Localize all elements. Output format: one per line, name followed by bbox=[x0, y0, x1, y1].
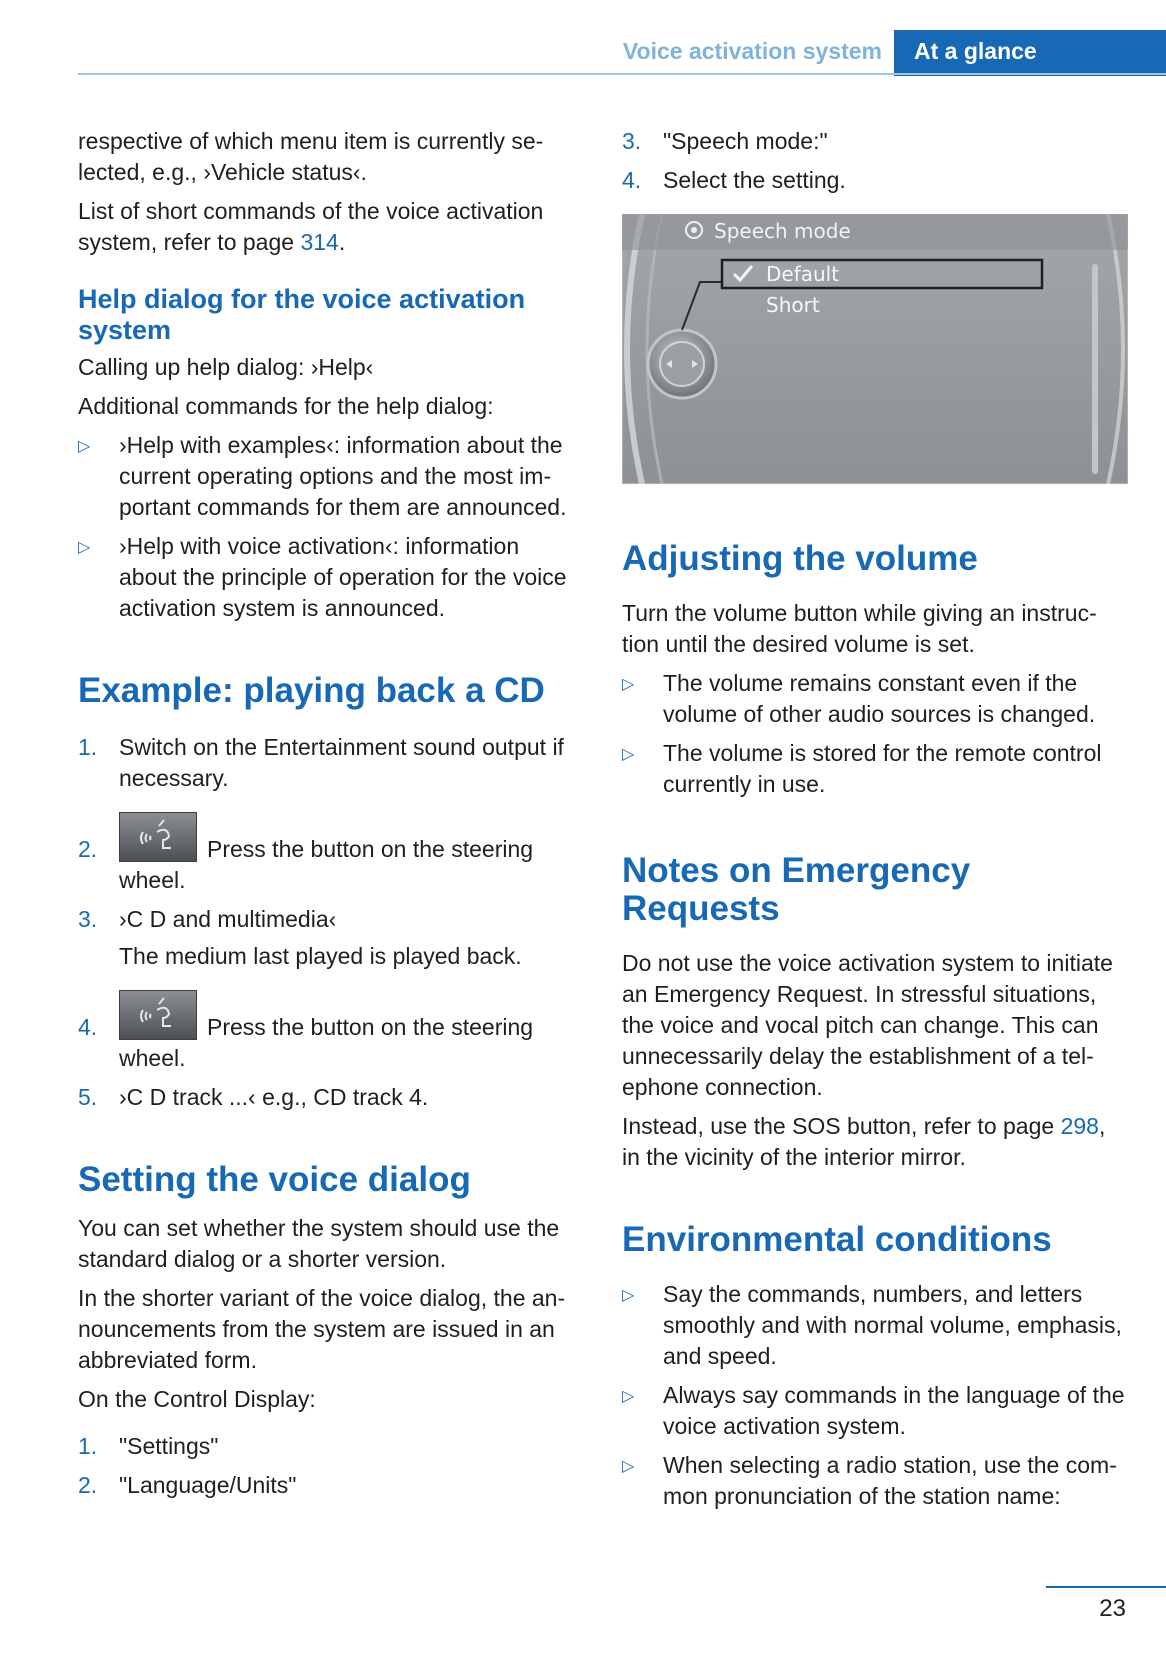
footer-rule bbox=[1046, 1586, 1166, 1588]
page-link-298[interactable]: 298 bbox=[1060, 1113, 1099, 1139]
list-item: ▷ ›Help with voice activation‹: information about the principle of operation for the voice activation system is announced. bbox=[78, 533, 567, 621]
triangle-bullet-icon: ▷ bbox=[622, 1287, 635, 1304]
list-item: ▷ ›Help with examples‹: information about the current operating options and the most important commands for them are announced. bbox=[78, 432, 567, 520]
voice-dialog-paragraph-2: In the shorter variant of the voice dialog, the announcements from the system are issued in an abbreviated form. bbox=[78, 1285, 566, 1373]
intro-paragraph: respective of which menu item is currently selected, e.g., ›Vehicle status‹. bbox=[78, 128, 544, 185]
speech-mode-steps bbox=[622, 126, 1126, 196]
list-item-note: The medium last played is played back. bbox=[119, 943, 522, 969]
help-dialog-heading: Help dialog for the voice activation system bbox=[78, 284, 526, 345]
triangle-bullet-icon: ▷ bbox=[622, 1388, 635, 1405]
voice-dialog-paragraph-1: You can set whether the system should use the standard dialog or a shorter version. bbox=[78, 1215, 560, 1272]
list-item: 2. "Language/Units" bbox=[78, 1472, 297, 1498]
volume-bullet-list bbox=[622, 668, 1126, 800]
triangle-bullet-icon: ▷ bbox=[78, 539, 91, 556]
voice-dialog-heading: Setting the voice dialog bbox=[78, 1160, 471, 1199]
triangle-bullet-icon: ▷ bbox=[622, 676, 635, 693]
list-item: 3. ›C D and multimedia‹ bbox=[78, 906, 337, 932]
help-commands-paragraph: Additional commands for the help dialog: bbox=[78, 393, 494, 419]
triangle-bullet-icon: ▷ bbox=[622, 746, 635, 763]
option-default: Default bbox=[766, 262, 840, 286]
list-item: ▷ The volume is stored for the remote control currently in use. bbox=[622, 740, 1102, 797]
list-item: 3. "Speech mode:" bbox=[622, 128, 828, 154]
environment-bullet-list bbox=[622, 1279, 1126, 1512]
volume-heading: Adjusting the volume bbox=[622, 539, 978, 578]
header-section-title: Voice activation system bbox=[622, 38, 882, 64]
help-call-paragraph: Calling up help dialog: ›Help‹ bbox=[78, 354, 374, 380]
list-item: 2. Press the button on the steering wheel. bbox=[78, 812, 582, 896]
speech-mode-screen bbox=[622, 214, 1128, 484]
list-item: 1. "Settings" bbox=[78, 1433, 219, 1459]
short-commands-paragraph: List of short commands of the voice activation system, refer to page 314. bbox=[78, 198, 544, 255]
voice-command-button-icon bbox=[119, 812, 197, 862]
option-short: Short bbox=[766, 293, 820, 317]
page-link-314[interactable]: 314 bbox=[300, 229, 339, 255]
header-rule bbox=[78, 73, 1166, 75]
voice-dialog-steps bbox=[78, 1431, 582, 1501]
list-item: 5. ›C D track ...‹ e.g., CD track 4. bbox=[78, 1084, 429, 1110]
page-number: 23 bbox=[1099, 1595, 1126, 1622]
voice-command-button-icon bbox=[119, 990, 197, 1040]
emergency-heading: Notes on Emergency Requests bbox=[622, 851, 971, 928]
emergency-paragraph-1: Do not use the voice activation system to initiate an Emergency Request. In stressful situations, the voice and vocal pitch can change. This can unnecessarily delay the establishment of a telephone connection. bbox=[622, 950, 1113, 1100]
cd-example-heading: Example: playing back a CD bbox=[78, 671, 545, 710]
voice-dialog-paragraph-3: On the Control Display: bbox=[78, 1386, 316, 1412]
list-item: ▷ Always say commands in the language of the voice activation system. bbox=[622, 1382, 1125, 1439]
volume-paragraph: Turn the volume button while giving an instruction until the desired volume is set. bbox=[622, 600, 1097, 657]
list-item: 1. Switch on the Entertainment sound output if necessary. bbox=[78, 734, 564, 791]
environment-heading: Environmental conditions bbox=[622, 1220, 1052, 1259]
list-item: 4. Select the setting. bbox=[622, 167, 846, 193]
header-chapter-tab: At a glance bbox=[894, 30, 1166, 76]
help-bullet-list bbox=[78, 430, 582, 624]
screen-title: Speech mode bbox=[714, 219, 851, 243]
list-item: ▷ Say the commands, numbers, and letters smoothly and with normal volume, emphasis, and speed. bbox=[622, 1281, 1122, 1369]
right-column bbox=[622, 126, 1126, 204]
emergency-paragraph-2: Instead, use the SOS button, refer to page 298, in the vicinity of the interior mirror. bbox=[622, 1113, 1106, 1170]
list-item: ▷ When selecting a radio station, use the common pronunciation of the station name: bbox=[622, 1452, 1117, 1509]
cd-steps-list bbox=[78, 732, 582, 1113]
left-column bbox=[78, 126, 582, 1509]
list-item: ▷ The volume remains constant even if the volume of other audio sources is changed. bbox=[622, 670, 1096, 727]
list-item: 4. Press the button on the steering wheel. bbox=[78, 990, 582, 1074]
triangle-bullet-icon: ▷ bbox=[622, 1458, 635, 1475]
triangle-bullet-icon: ▷ bbox=[78, 438, 91, 455]
right-column-lower bbox=[622, 540, 1126, 1520]
